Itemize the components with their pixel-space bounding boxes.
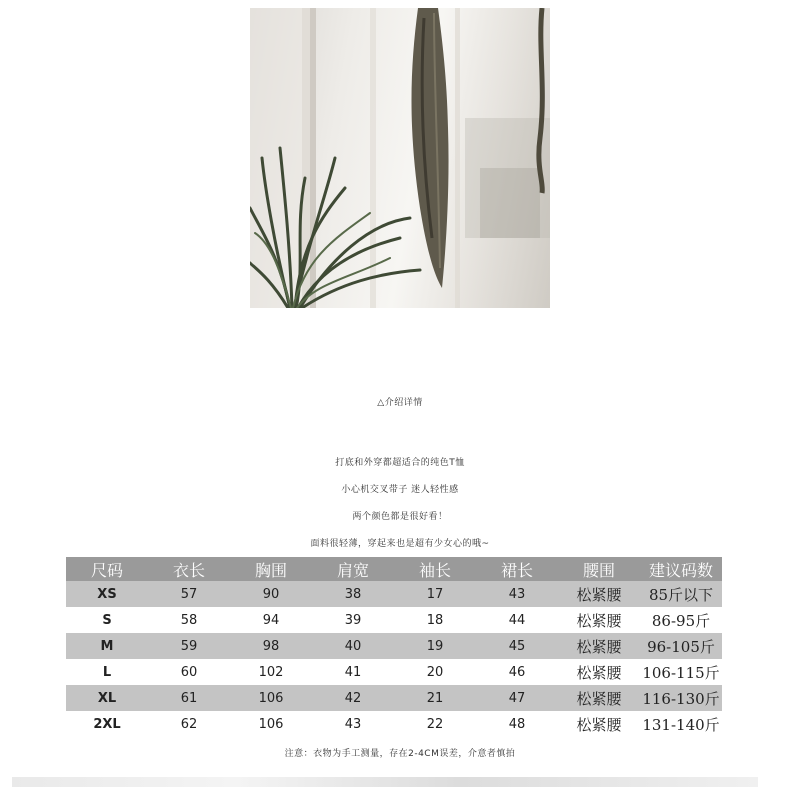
bust-cell: 98	[230, 633, 312, 659]
length-cell: 62	[180, 716, 198, 732]
bust-cell: 90	[230, 581, 312, 607]
table-row	[66, 607, 722, 633]
length-cell: 58	[180, 612, 198, 628]
sleeve-cell: 19	[394, 633, 476, 659]
skirt-length-cell: 48	[508, 716, 526, 732]
sleeve-cell: 21	[394, 685, 476, 711]
measurement-note: 注意：衣物为手工测量，存在2-4CM误差，介意者慎拍	[284, 749, 516, 759]
length-cell: 60	[180, 664, 198, 680]
description-line-2: 小心机交叉带子 迷人轻性感	[341, 485, 459, 495]
bust-cell: 102	[258, 664, 284, 680]
waist-cell: 松紧腰	[576, 715, 622, 734]
header-recommended-weight: 建议码数	[640, 557, 722, 581]
next-photo-edge	[12, 777, 758, 787]
table-row	[66, 581, 722, 607]
waist-cell: 松紧腰	[558, 685, 640, 711]
description-line-1: 打底和外穿都超适合的纯色T恤	[335, 458, 465, 468]
size-cell: S	[102, 612, 112, 628]
waist-cell: 松紧腰	[558, 581, 640, 607]
sleeve-cell: 20	[426, 664, 444, 680]
shoulder-cell: 40	[312, 633, 394, 659]
header-length: 衣长	[148, 557, 230, 581]
size-cell: 2XL	[93, 716, 121, 732]
sleeve-cell: 17	[394, 581, 476, 607]
waist-cell: 松紧腰	[576, 611, 622, 630]
shoulder-cell: 42	[312, 685, 394, 711]
header-sleeve: 袖长	[394, 557, 476, 581]
skirt-length-cell: 45	[476, 633, 558, 659]
window-plant-illustration	[250, 8, 550, 308]
skirt-length-cell: 46	[508, 664, 526, 680]
header-skirt-length: 裙长	[476, 557, 558, 581]
size-cell: XS	[66, 581, 148, 607]
sleeve-cell: 22	[426, 716, 444, 732]
table-row	[66, 659, 722, 685]
size-cell: L	[102, 664, 112, 680]
shoulder-cell: 39	[344, 612, 362, 628]
weight-cell: 106-115斤	[642, 663, 720, 682]
skirt-length-cell: 43	[476, 581, 558, 607]
header-bust: 胸围	[230, 557, 312, 581]
weight-cell: 96-105斤	[640, 633, 722, 659]
size-chart-header-row	[66, 557, 722, 581]
size-cell: XL	[66, 685, 148, 711]
description-line-4: 面料很轻薄，穿起来也是超有少女心的哦~	[310, 539, 490, 549]
product-lifestyle-photo	[250, 8, 550, 308]
bust-cell: 106	[230, 685, 312, 711]
weight-cell: 86-95斤	[651, 611, 711, 630]
sleeve-cell: 18	[426, 612, 444, 628]
header-size: 尺码	[66, 557, 148, 581]
weight-cell: 85斤以下	[640, 581, 722, 607]
skirt-length-cell: 47	[476, 685, 558, 711]
header-waist: 腰围	[558, 557, 640, 581]
weight-cell: 131-140斤	[642, 715, 720, 734]
table-row	[66, 633, 722, 659]
shoulder-cell: 38	[312, 581, 394, 607]
table-row	[66, 685, 722, 711]
size-chart-table	[66, 557, 722, 737]
size-cell: M	[66, 633, 148, 659]
bust-cell: 94	[262, 612, 280, 628]
length-cell: 61	[148, 685, 230, 711]
header-shoulder: 肩宽	[312, 557, 394, 581]
length-cell: 57	[148, 581, 230, 607]
length-cell: 59	[148, 633, 230, 659]
shoulder-cell: 41	[344, 664, 362, 680]
skirt-length-cell: 44	[508, 612, 526, 628]
shoulder-cell: 43	[344, 716, 362, 732]
section-title: △介绍详情	[377, 398, 423, 408]
waist-cell: 松紧腰	[558, 633, 640, 659]
bust-cell: 106	[258, 716, 284, 732]
weight-cell: 116-130斤	[640, 685, 722, 711]
waist-cell: 松紧腰	[576, 663, 622, 682]
description-line-3: 两个颜色都是很好看！	[352, 512, 448, 522]
table-row	[66, 711, 722, 737]
